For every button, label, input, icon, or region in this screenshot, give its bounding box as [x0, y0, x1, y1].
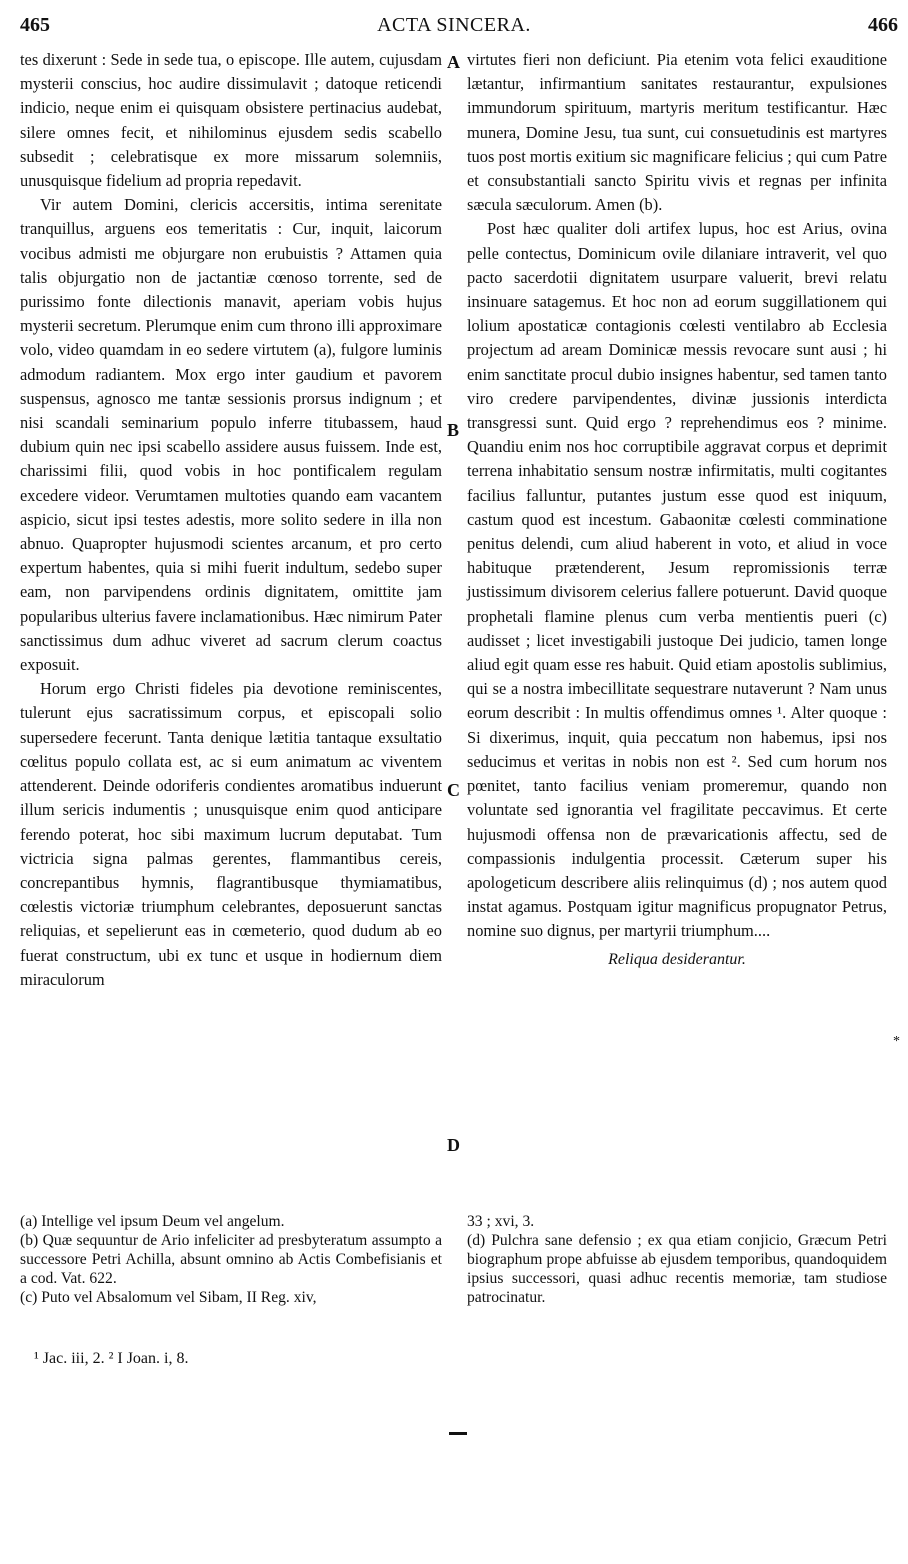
margin-marker-d: D	[447, 1135, 460, 1155]
margin-marker-b: B	[447, 420, 460, 440]
left-column	[20, 48, 442, 992]
footnotes-left	[20, 1212, 442, 1307]
footnote-d: (d) Pulchra sane defensio ; ex qua etiam conjicio, Græcum Petri biographum prope abfuisse ab ejusdem temporibus, quandoquidem ipsius successori, quasi adhuc recentis memoriæ, tam studiose patrocinatur.	[467, 1232, 887, 1306]
page-header	[0, 14, 908, 42]
page-number-right: 466	[868, 14, 898, 36]
ending-note: Reliqua desiderantur.	[608, 950, 746, 968]
footnote-c: (c) Puto vel Absalomum vel Sibam, II Reg. xiv,	[20, 1289, 317, 1306]
right-paragraph-2: Post hæc qualiter doli artifex lupus, hoc est Arius, ovina pelle contectus, Dominicum ovile dilaniare intraverit, vel quo pacto sacerdotii dignitatem usurpare valuerit, brevi relatu insinuare satagemus. Et hoc non ad eorum suggillationem qui lolium apostaticæ contagionis cœlesti ventilabro ab Ecclesia projectum ad aream Dominicæ messis revocare sunt ausi ; hi enim sanctitate procul dubio insignes habentur, sed tamen tanto viro credere parvipendentes, divinæ jussionis interdicta transgressi sunt. Quid ergo ? reprehendimus eos ? minime. Quandiu enim nos hoc corruptibile aggravat corpus et deprimit terrena inhabitatio sensum nostræ infirmitatis, multi cogitantes facilius falluntur, putantes justum esse quod est iniquum, castum quod est incestum. Gabaonitæ cœlesti comminatione penitus delendi, cum aliud haberent in voto, et aliud in voce habituque prætenderent, Jesum repromissionis terræ justissimum divisorem celerius fallere potuerunt. David quoque prophetali flamine plenus cum verba mentientis pueri (c) audisset ; licet investigabili justoque Dei judicio, tamen longe aliud egit quam esse res habuit. Quid etiam apostolis sublimius, qui se a nostra imbecillitate sequestrare nutaverunt ? Nam unus eorum describit : In multis offendimus omnes ¹. Alter quoque : Si dixerimus, inquit, quia peccatum non habemus, ipsi nos seducimus et veritas in nobis non est ². Sed cum horum nos pœnitet, tanto facilius veniam promeremur, quando non voluntate sed ignorantia vel fragilitate peccavimus. Et certe hujusmodi offensa non de prævaricationis affectu, sed de compassionis indulgentia processit. Cæterum super his apologeticum describere aliis relinquimus (d) ; nos autem quod instat agamus. Postquam igitur magnificus propugnator Petrus, nomine suo dignus, per martyrii triumphum....	[467, 219, 887, 941]
left-paragraph-2: Vir autem Domini, clericis accersitis, intima serenitate tranquillus, arguens eos temeritatis : Cur, inquit, laicorum vocibus admisti me objurgare non erubuistis ? Attamen quia talis objurgatio non de jactantiæ cœnoso torrente, sed de purissimo fonte dilectionis manavit, aperiam vobis hujus mysterii secretum. Plerumque enim cum throno illi approximare volo, video quamdam in eo sedere virtutem (a), fulgore luminis admodum radiantem. Mox ergo inter gaudium et pavorem suspensus, agnosco me tantæ sessionis prorsus indignum ; et nisi scandali seminarium populo inferre titubassem, haud dubium quin nec ipsi scabello assidere ausus fuissem. Inde est, charissimi filii, quod vobis in hoc pontificalem regulam excedere videor. Verumtamen multoties quando eam vacantem aspicio, sicut ipsi testes adestis, more solito sedere in illa non abnuo. Quapropter hujusmodi scientes arcanum, et pro certo expertum habentes, quia si mihi fuerit indultum, sedebo super eam, non parvipendens ordinis dignitatem, omittite jam popularibus ulterius favere inclamationibus. Hæc nimirum Pater sanctissimus dum adhuc viveret ad sacrum clerum coactus exposuit.	[20, 195, 442, 675]
footnote-c-continued: 33 ; xvi, 3.	[467, 1213, 535, 1230]
star-mark: *	[893, 1034, 900, 1049]
footnotes-right	[467, 1212, 887, 1307]
margin-marker-c: C	[447, 780, 460, 800]
left-paragraph-3: Horum ergo Christi fideles pia devotione reminiscentes, tulerunt ejus sacratissimum corpus, et episcopali solio supersedere fecerunt. Tanta denique lætitia tantaque exsultatio cœlitus populo collata est, ac si eum animatum ac viventem attenderent. Deinde odoriferis condientes aromatibus induerunt illum sericis indumentis ; unusquisque enim quod anticipare ferendo poterat, hoc sibi maximum lucrum deputabat. Tum victricia signa palmas gerentes, flammantibus cereis, concrepantibus hymnis, flagrantibusque thymiamatibus, cœlestis victoriæ triumphum celebrantes, deposuerunt sanctas reliquias, et sepelierunt eas in cœmeterio, quod dudum ab eo fuerat constructum, ubi ex tunc et usque in hodiernum diem miraculorum	[20, 679, 442, 989]
page-number-left: 465	[20, 14, 50, 36]
footnote-b: (b) Quæ sequuntur de Ario infeliciter ad presbyteratum assumpto a successore Petri Achilla, absunt omnino ab Actis Combefisianis et a cod. Vat. 622.	[20, 1232, 442, 1287]
running-title: ACTA SINCERA.	[377, 14, 531, 36]
end-dash	[449, 1432, 467, 1435]
margin-marker-a: A	[447, 52, 460, 72]
left-paragraph-1: tes dixerunt : Sede in sede tua, o episcope. Ille autem, cujusdam mysterii conscius, hoc audire dissimulavit ; datoque reticendi indicio, neque enim ei quisquam obsistere pertinacius audebat, silere omnes fecit, et nihilominus ejusdem sedis scabello subsedit ; celebratisque ex more missarum solemniis, unusquisque fidelium ad propria repedavit.	[20, 50, 442, 191]
footnote-a: (a) Intellige vel ipsum Deum vel angelum.	[20, 1213, 285, 1230]
right-paragraph-1: virtutes fieri non deficiunt. Pia etenim vota felici exauditione lætantur, infirmantium sanitates restaurantur, expulsiones immundorum spirituum, martyris meritum testificantur. Hæc munera, Domine Jesu, tua sunt, cui consuetudinis est martyres tuos post mortis exitium sic magnificare felicius ; qui cum Patre et consubstantiali sancto Spiritu vivis et regnas per infinita sæcula sæculorum. Amen (b).	[467, 50, 887, 215]
right-column	[467, 48, 887, 972]
bible-references: ¹ Jac. iii, 2. ² I Joan. i, 8.	[34, 1350, 189, 1367]
